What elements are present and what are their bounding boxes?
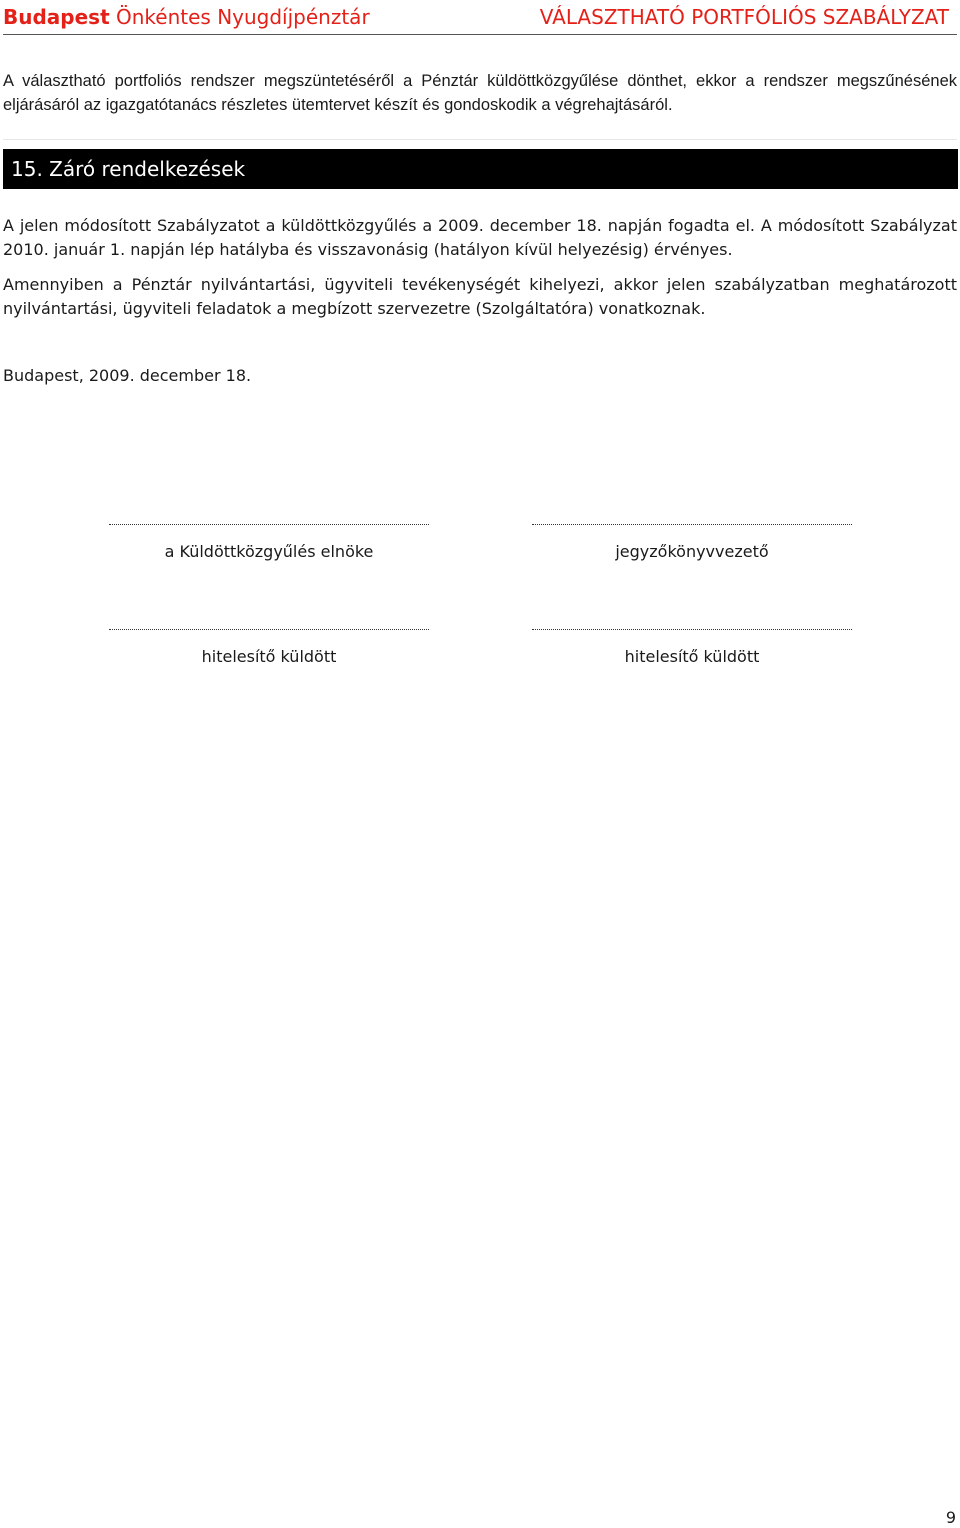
fund-name-rest: Önkéntes Nyugdíjpénztár (116, 5, 370, 29)
signature-line (532, 524, 852, 525)
divider (3, 139, 957, 140)
signature-line (109, 629, 429, 630)
signature-label-authenticator: hitelesítő küldött (624, 647, 760, 666)
closing-paragraph-1: A jelen módosított Szabályzatot a küldöttközgyűlés a 2009. december 18. napján fogadta el. A módosított Szabályzat 2010. január 1. napján lép hatályba és visszavonásig (hatályon kívül helyezésig) érvényes. (3, 216, 957, 259)
fund-name-bold: Budapest (3, 5, 110, 29)
signature-line (109, 524, 429, 525)
page-header (3, 0, 957, 35)
place-and-date: Budapest, 2009. december 18. (3, 366, 252, 385)
section-heading-bar (3, 149, 958, 189)
signature-label-recorder: jegyzőkönyvvezető (615, 542, 769, 561)
signature-label-chair: a Küldöttközgyűlés elnöke (164, 542, 374, 561)
signature-line (532, 629, 852, 630)
intro-paragraph: A választható portfoliós rendszer megszüntetéséről a Pénztár küldöttközgyűlése dönthet, ekkor a rendszer megszűnésének eljárásáról az igazgatótanács részletes ütemtervet készít és gondoskodik a végrehajtásáról. (3, 72, 957, 114)
fund-name (3, 5, 370, 29)
document-title: VÁLASZTHATÓ PORTFÓLIÓS SZABÁLYZAT (539, 5, 949, 29)
section-title: 15. Záró rendelkezések (11, 157, 246, 181)
signature-label-authenticator: hitelesítő küldött (201, 647, 337, 666)
closing-paragraph-2: Amennyiben a Pénztár nyilvántartási, ügyviteli tevékenységét kihelyezi, akkor jelen szabályzatban meghatározott nyilvántartási, ügyviteli feladatok a megbízott szervezetre (Szolgáltatóra) vonatkoznak. (3, 275, 957, 318)
page-number: 9 (945, 1508, 956, 1527)
